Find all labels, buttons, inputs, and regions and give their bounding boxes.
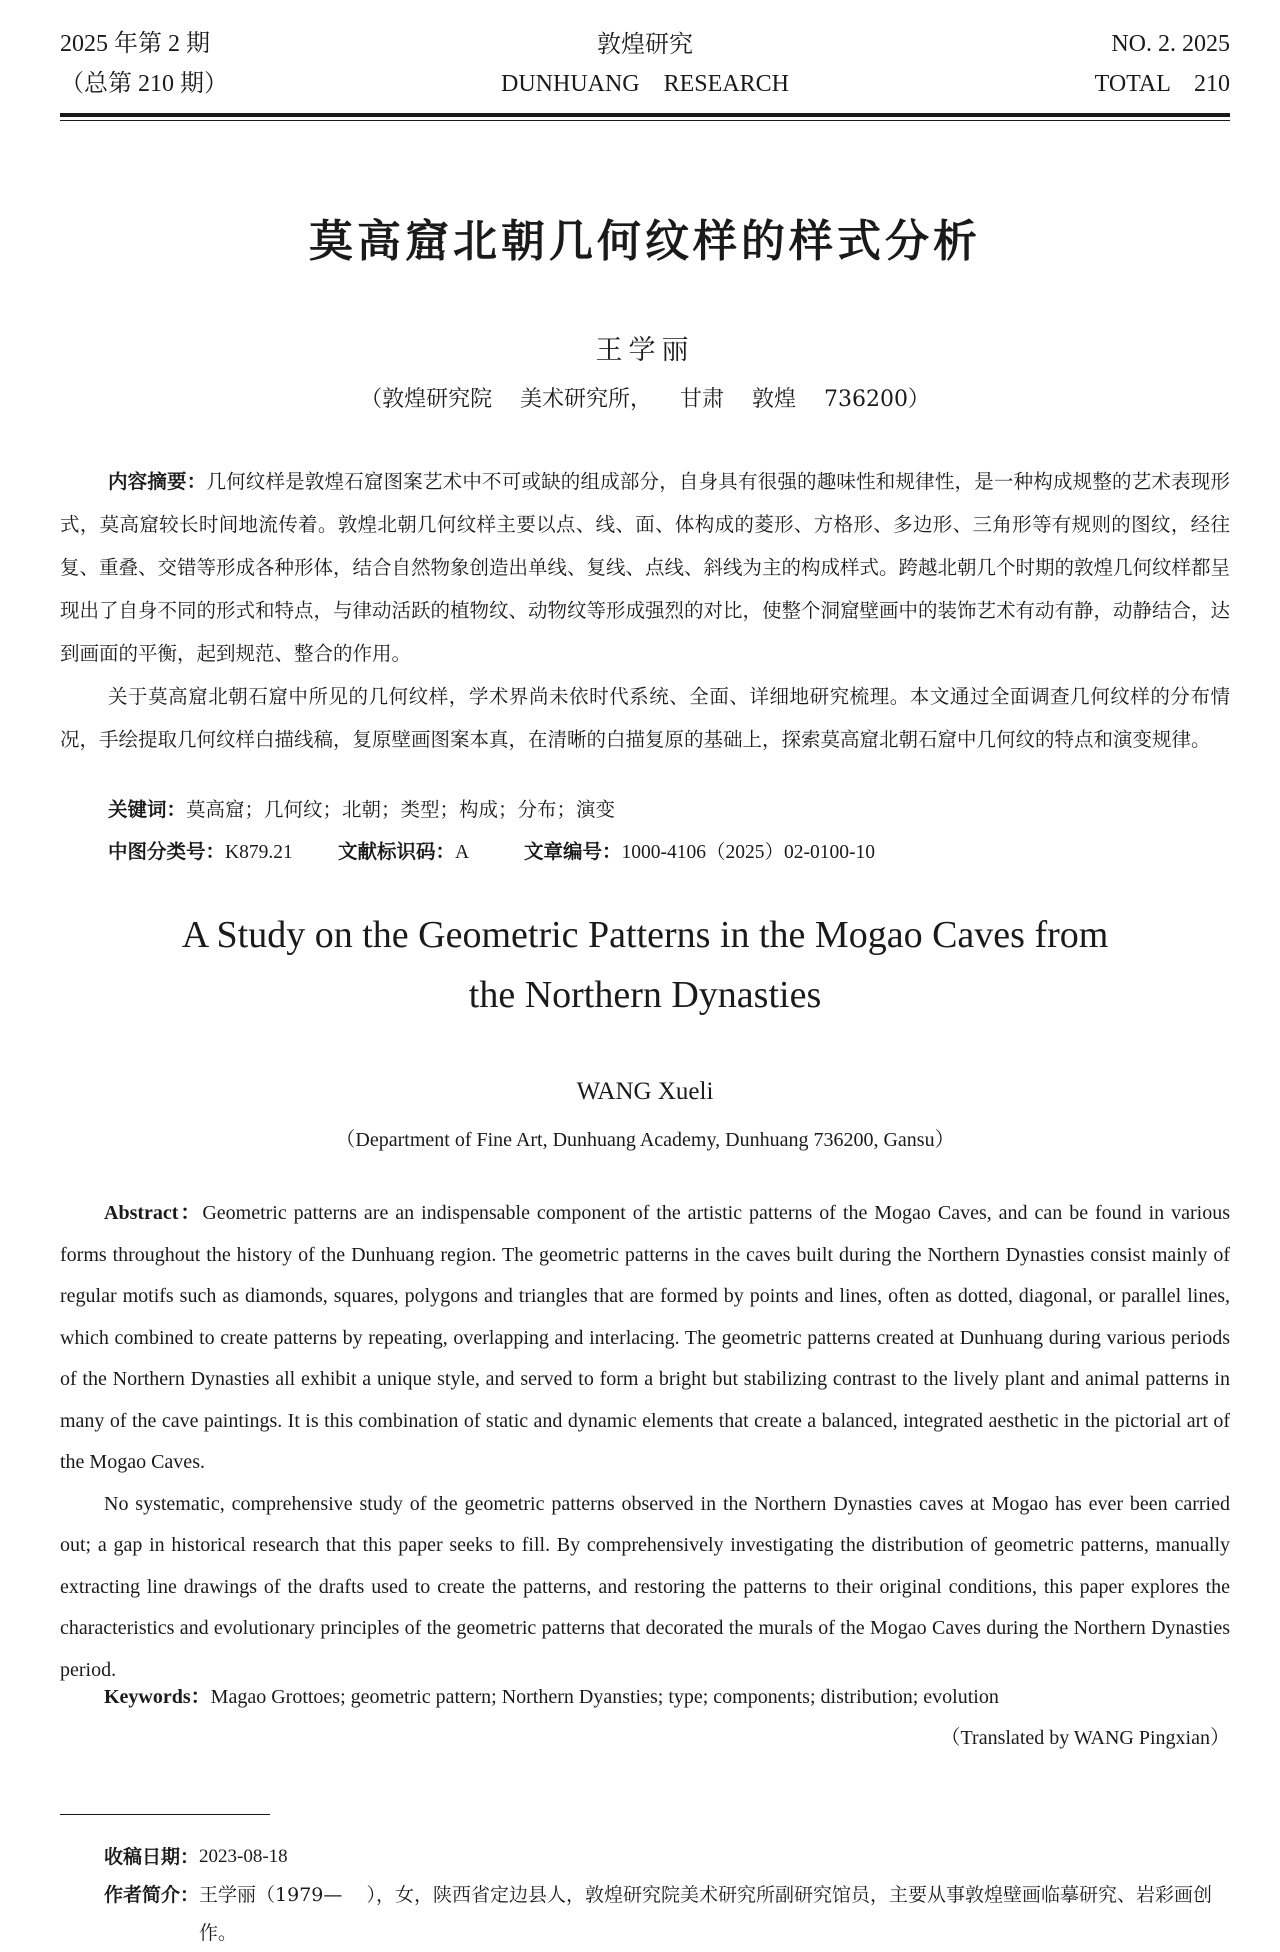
footnotes [104,1838,1230,1952]
clc-number: K879.21 [225,842,293,863]
footnote-received [104,1838,1230,1876]
title-cn: 莫高窟北朝几何纹样的样式分析 [309,216,981,267]
keywords-en-label: Keywords： [104,1686,211,1708]
abstract-en-paragraph [60,1484,1230,1692]
issue-number-en: NO. 2. 2025 [1111,31,1230,57]
abstract-cn-paragraph [60,675,1230,761]
keywords-cn-row [60,790,1230,830]
footnote-author [104,1876,1230,1952]
classification-row [60,832,1230,873]
footnote-rule [60,1814,270,1815]
journal-name-cn: 敦煌研究 [597,30,693,58]
total-number-en: TOTAL 210 [1094,71,1230,97]
title-en-line-2: the Northern Dynasties [468,974,822,1016]
doc-code: A [455,842,470,863]
author-cn: 王学丽 [595,335,695,366]
abstract-cn-text-1: 几何纹样是敦煌石窟图案艺术中不可或缺的组成部分，自身具有很强的趣味性和规律性，是一种构成规整的艺术表现形式，莫高窟较长时间地流传着。敦煌北朝几何纹样主要以点、线、面、体构成的菱形、方格形、多边形、三角形等有规则的图纹，经往复、重叠、交错等形成各种形体，结合自然物象创造出单线、复线、点线、斜线为主的构成样式。跨越北朝几个时期的敦煌几何纹样都呈现出了自身不同的形式和特点，与律动活跃的植物纹、动物纹等形成强烈的对比，使整个洞窟壁画中的装饰艺术有动有静，动静结合，达到画面的平衡，起到规范、整合的作用。 [60,470,1231,665]
title-en [60,905,1230,1025]
abstract-en-text-2: No systematic, comprehensive study of the geometric patterns observed in the Northern Dynasties caves at Mogao has ever been carried out; a gap in historical research that this paper seeks to fill. By comprehensively investigating the distribution of geometric patterns, manually extracting line drawings of the drafts used to create the patterns, and restoring the patterns to their original conditions, this paper explores the characteristics and evolutionary principles of the geometric patterns that decorated the murals of the Mogao Caves during the Northern Dynasties period. [60,1492,1230,1681]
keywords-cn: 莫高窟；几何纹；北朝；类型；构成；分布；演变 [186,798,616,821]
abstract-cn-paragraph [60,460,1230,675]
header-rule-thin [60,120,1230,121]
doc-code-label: 文献标识码： [338,840,456,863]
keywords-cn-label: 关键词： [108,798,187,821]
abstract-en [60,1193,1230,1691]
header-rule-thick [60,113,1230,117]
header-journal [60,24,1230,104]
received-label: 收稿日期： [104,1846,200,1868]
author-en: WANG Xueli [576,1078,714,1105]
header-issue-en [1095,24,1230,104]
author-bio: 王学丽（1979— ），女，陕西省定边县人，敦煌研究院美术研究所副研究馆员，主要从事敦煌壁画临摹研究、岩彩画创作。 [199,1884,1213,1944]
title-en-line-1: A Study on the Geometric Patterns in the Mogao Caves from [181,914,1109,956]
clc-label: 中图分类号： [108,840,226,863]
abstract-en-text-1: Geometric patterns are an indispensable component of the artistic patterns of the Mogao Caves, and can be found in various forms throughout the history of the Dunhuang region. The geometric patterns in the caves built during the Northern Dynasties consist mainly of regular motifs such as diamonds, squares, polygons and triangles that are formed by points and lines, often as dotted, diagonal, or parallel lines, which combined to create patterns by repeating, overlapping and interlacing. The geometric patterns created at Dunhuang during various periods of the Northern Dynasties all exhibit a unique style, and served to form a bright but stabilizing contrast to the lively plant and animal patterns in many of the cave paintings. It is this combination of static and dynamic elements that create a balanced, integrated aesthetic in the pictorial art of the Mogao Caves. [60,1202,1230,1473]
issue-number-cn: 2025 年第 2 期 [60,31,210,57]
abstract-cn [60,460,1230,761]
keywords-en: Magao Grottoes; geometric pattern; Northern Dyansties; type; components; distribution; evolution [210,1686,999,1708]
article-number-label: 文章编号： [524,840,622,863]
abstract-en-label: Abstract： [104,1202,203,1224]
abstract-cn-text-2: 关于莫高窟北朝石窟中所见的几何纹样，学术界尚未依时代系统、全面、详细地研究梳理。本文通过全面调查几何纹样的分布情况，手绘提取几何纹样白描线稿，复原壁画图案本真，在清晰的白描复原的基础上，探索莫高窟北朝石窟中几何纹的特点和演变规律。 [60,685,1230,751]
abstract-cn-label: 内容摘要： [108,470,207,493]
affiliation-cn: （敦煌研究院 美术研究所， 甘肃 敦煌 736200） [360,387,930,412]
keywords-en-row [60,1680,1230,1709]
article-number: 1000-4106（2025）02-0100-10 [621,842,875,863]
journal-name-en: DUNHUANG RESEARCH [500,71,789,97]
running-header [60,24,1230,104]
translator-credit: （Translated by WANG Pingxian） [940,1727,1230,1749]
author-bio-label: 作者简介： [104,1884,200,1906]
affiliation-en: （Department of Fine Art, Dunhuang Academy, Dunhuang 736200, Gansu） [335,1129,955,1151]
received-date: 2023-08-18 [199,1846,288,1867]
abstract-en-paragraph [60,1193,1230,1484]
total-number-cn: （总第 210 期） [60,71,228,97]
